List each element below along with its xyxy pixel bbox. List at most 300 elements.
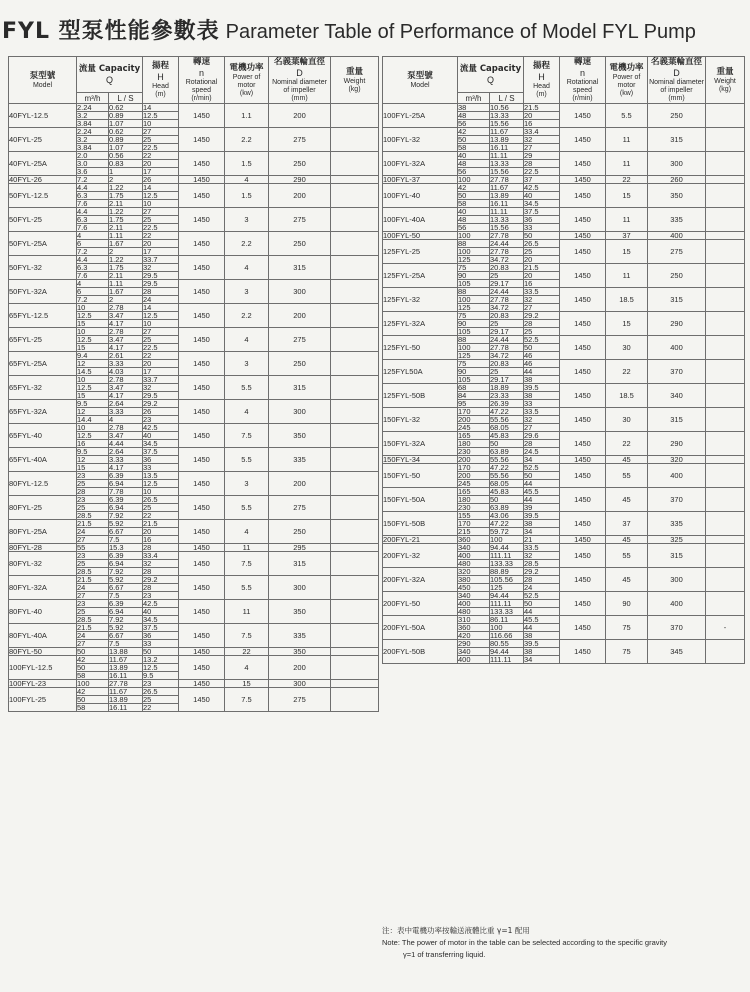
speed-cell: 1450 [560,312,606,336]
table-row [383,432,745,440]
capacity-m3h-cell: 28.5 [77,568,109,576]
diameter-cell: 400 [648,336,706,360]
weight-cell [706,432,745,456]
table-row [383,640,745,648]
diameter-cell: 335 [269,448,331,472]
weight-cell [706,336,745,360]
model-cell: 50FYL-32A [9,280,77,304]
model-cell: 150FYL-50 [383,464,458,488]
capacity-ls-cell: 133.33 [490,560,524,568]
diameter-cell: 315 [269,376,331,400]
power-cell: 37 [606,512,648,536]
header-head: 揚程 H Head (m) [143,57,179,104]
weight-cell [706,640,745,664]
capacity-m3h-cell: 88 [458,336,490,344]
capacity-m3h-cell: 15 [77,464,109,472]
diameter-cell: 315 [269,552,331,576]
capacity-ls-cell: 11.67 [109,656,143,664]
capacity-ls-cell: 2.64 [109,448,143,456]
head-cell: 27 [143,328,179,336]
table-row [383,232,745,240]
model-cell: 65FYL-40 [9,424,77,448]
power-cell: 2.2 [225,232,269,256]
capacity-m3h-cell: 10 [77,376,109,384]
weight-cell [331,184,379,208]
weight-cell [331,424,379,448]
header-unit-ls: L / S [490,93,524,104]
table-row [9,328,379,336]
speed-cell: 1450 [179,400,225,424]
weight-cell [706,592,745,616]
head-cell: 27 [524,424,560,432]
speed-cell: 1450 [179,184,225,208]
capacity-ls-cell: 111.11 [490,600,524,608]
capacity-ls-cell: 125 [490,584,524,592]
capacity-m3h-cell: 4.4 [77,256,109,264]
speed-cell: 1450 [179,552,225,576]
weight-cell [331,448,379,472]
diameter-cell: 275 [269,208,331,232]
head-cell: 14 [143,304,179,312]
capacity-ls-cell: 116.66 [490,632,524,640]
capacity-m3h-cell: 24 [77,584,109,592]
capacity-ls-cell: 68.05 [490,480,524,488]
power-cell: 11 [606,128,648,152]
table-row [383,336,745,344]
capacity-ls-cell: 0.56 [109,152,143,160]
speed-cell: 1450 [560,184,606,208]
capacity-ls-cell: 100 [490,536,524,544]
speed-cell: 1450 [560,488,606,512]
capacity-ls-cell: 27.78 [109,680,143,688]
header-speed: 轉速 n Rotational speed (r/min) [179,57,225,104]
power-cell: 11 [225,600,269,624]
head-cell: 25 [524,248,560,256]
head-cell: 38 [524,520,560,528]
diameter-cell: 335 [269,624,331,648]
capacity-ls-cell: 6.67 [109,632,143,640]
power-cell: 15 [606,240,648,264]
capacity-ls-cell: 86.11 [490,616,524,624]
head-cell: 22.5 [524,168,560,176]
head-cell: 33.7 [143,256,179,264]
capacity-ls-cell: 94.44 [490,648,524,656]
header-capacity: 流量 Capacity Q [77,57,143,93]
speed-cell: 1450 [179,328,225,352]
head-cell: 28 [143,288,179,296]
weight-cell [331,656,379,680]
diameter-cell: 350 [269,600,331,624]
header-unit-ls: L / S [109,93,143,104]
capacity-m3h-cell: 48 [458,216,490,224]
header-capacity: 流量 Capacity Q [458,57,524,93]
power-cell: 90 [606,592,648,616]
power-cell: 5.5 [606,104,648,128]
capacity-ls-cell: 34.72 [490,256,524,264]
capacity-m3h-cell: 4 [77,280,109,288]
head-cell: 17 [143,168,179,176]
diameter-cell: 350 [269,424,331,448]
capacity-ls-cell: 45.83 [490,488,524,496]
head-cell: 28 [524,160,560,168]
weight-cell [331,208,379,232]
capacity-ls-cell: 13.89 [490,192,524,200]
capacity-m3h-cell: 320 [458,568,490,576]
capacity-ls-cell: 13.33 [490,160,524,168]
capacity-ls-cell: 7.92 [109,616,143,624]
diameter-cell: 250 [269,232,331,256]
capacity-ls-cell: 10.56 [490,104,524,112]
capacity-m3h-cell: 27 [77,592,109,600]
capacity-ls-cell: 3.47 [109,336,143,344]
capacity-m3h-cell: 58 [458,200,490,208]
head-cell: 14 [143,184,179,192]
capacity-m3h-cell: 2.24 [77,128,109,136]
capacity-m3h-cell: 100 [458,232,490,240]
weight-cell [706,408,745,432]
table-row [383,616,745,624]
speed-cell: 1450 [179,576,225,600]
head-cell: 12.5 [143,480,179,488]
capacity-m3h-cell: 42 [77,688,109,696]
speed-cell: 1450 [179,680,225,688]
head-cell: 29.2 [524,312,560,320]
head-cell: 25 [143,336,179,344]
capacity-ls-cell: 0.83 [109,160,143,168]
head-cell: 16 [524,120,560,128]
capacity-ls-cell: 1.67 [109,288,143,296]
capacity-m3h-cell: 40 [458,208,490,216]
speed-cell: 1450 [560,128,606,152]
capacity-m3h-cell: 56 [458,168,490,176]
capacity-ls-cell: 0.62 [109,128,143,136]
capacity-m3h-cell: 340 [458,544,490,552]
head-cell: 12.5 [143,664,179,672]
capacity-ls-cell: 18.89 [490,384,524,392]
diameter-cell: 290 [269,176,331,184]
head-cell: 12.5 [143,192,179,200]
capacity-ls-cell: 7.78 [109,488,143,496]
diameter-cell: 250 [648,104,706,128]
diameter-cell: 300 [269,400,331,424]
power-cell: 3 [225,352,269,376]
head-cell: 17 [143,368,179,376]
head-cell: 27 [524,304,560,312]
table-row [9,576,379,584]
model-cell: 100FYL-32 [383,128,458,152]
capacity-ls-cell: 55.56 [490,456,524,464]
capacity-m3h-cell: 6.3 [77,192,109,200]
head-cell: 34 [524,456,560,464]
power-cell: 11 [606,152,648,176]
capacity-ls-cell: 4 [109,416,143,424]
model-cell: 40FYL-26 [9,176,77,184]
head-cell: 26 [143,408,179,416]
capacity-ls-cell: 63.89 [490,448,524,456]
capacity-ls-cell: 26.39 [490,400,524,408]
capacity-m3h-cell: 68 [458,384,490,392]
power-cell: 30 [606,336,648,360]
table-row [9,152,379,160]
diameter-cell: 300 [269,680,331,688]
table-row [9,352,379,360]
diameter-cell: 400 [648,232,706,240]
power-cell: 1.1 [225,104,269,128]
head-cell: 20 [143,360,179,368]
diameter-cell: 370 [648,488,706,512]
table-row [383,488,745,496]
speed-cell: 1450 [560,264,606,288]
weight-cell [706,456,745,464]
capacity-ls-cell: 133.33 [490,608,524,616]
weight-cell [331,304,379,328]
speed-cell: 1450 [179,128,225,152]
speed-cell: 1450 [179,648,225,656]
capacity-ls-cell: 25 [490,320,524,328]
header-head: 揚程 H Head (m) [524,57,560,104]
capacity-ls-cell: 29.17 [490,376,524,384]
capacity-m3h-cell: 180 [458,496,490,504]
table-row [383,408,745,416]
capacity-m3h-cell: 27 [77,640,109,648]
capacity-m3h-cell: 125 [458,304,490,312]
power-cell: 55 [606,544,648,568]
model-cell: 125FYL-50B [383,384,458,408]
diameter-cell: 300 [269,576,331,600]
capacity-ls-cell: 29.17 [490,328,524,336]
capacity-m3h-cell: 12 [77,408,109,416]
head-cell: 33.4 [524,128,560,136]
head-cell: 22 [143,232,179,240]
head-cell: 32 [143,384,179,392]
capacity-ls-cell: 24.44 [490,336,524,344]
capacity-ls-cell: 15.56 [490,168,524,176]
capacity-ls-cell: 2.78 [109,376,143,384]
capacity-m3h-cell: 245 [458,424,490,432]
capacity-ls-cell: 88.89 [490,568,524,576]
capacity-m3h-cell: 4.4 [77,208,109,216]
weight-cell [706,288,745,312]
head-cell: 45.5 [524,616,560,624]
diameter-cell: 300 [648,568,706,592]
table-row [9,648,379,656]
model-cell: 80FYL-12.5 [9,472,77,496]
head-cell: 28.5 [524,560,560,568]
capacity-m3h-cell: 12.5 [77,384,109,392]
head-cell: 21.5 [524,104,560,112]
capacity-ls-cell: 2 [109,248,143,256]
capacity-m3h-cell: 27 [77,536,109,544]
head-cell: 45.5 [524,488,560,496]
power-cell: 2.2 [225,128,269,152]
diameter-cell: 250 [269,152,331,176]
model-cell: 50FYL-12.5 [9,184,77,208]
weight-cell [331,256,379,280]
capacity-ls-cell: 105.56 [490,576,524,584]
capacity-ls-cell: 2 [109,176,143,184]
weight-cell [331,104,379,128]
capacity-m3h-cell: 75 [458,312,490,320]
capacity-ls-cell: 13.89 [109,664,143,672]
table-row [9,656,379,664]
diameter-cell: 320 [648,456,706,464]
head-cell: 39.5 [524,640,560,648]
model-cell: 100FYL-23 [9,680,77,688]
diameter-cell: 290 [648,312,706,336]
model-cell: 200FYL-50A [383,616,458,640]
capacity-ls-cell: 0.62 [109,104,143,112]
table-row [9,600,379,608]
head-cell: 29.5 [143,272,179,280]
capacity-ls-cell: 13.33 [490,112,524,120]
power-cell: 22 [606,432,648,456]
capacity-ls-cell: 13.88 [109,648,143,656]
capacity-ls-cell: 24.44 [490,288,524,296]
head-cell: 29.5 [143,392,179,400]
capacity-m3h-cell: 9.5 [77,400,109,408]
capacity-m3h-cell: 165 [458,432,490,440]
speed-cell: 1450 [560,384,606,408]
capacity-m3h-cell: 340 [458,648,490,656]
capacity-m3h-cell: 48 [458,160,490,168]
speed-cell: 1450 [560,544,606,568]
capacity-ls-cell: 47.22 [490,520,524,528]
note-zh: 注：表中電機功率按輸送液體比重 γ=1 配用 [382,926,530,935]
head-cell: 42.5 [143,600,179,608]
head-cell: 29.2 [524,568,560,576]
capacity-ls-cell: 34.72 [490,304,524,312]
weight-cell [331,552,379,576]
right-parameter-table [382,56,745,664]
capacity-m3h-cell: 21.5 [77,520,109,528]
head-cell: 33 [143,464,179,472]
capacity-m3h-cell: 480 [458,560,490,568]
head-cell: 22.5 [143,224,179,232]
capacity-ls-cell: 55.56 [490,472,524,480]
capacity-ls-cell: 3.33 [109,408,143,416]
header-power: 電機功率 Power of motor (kw) [225,57,269,104]
model-cell: 200FYL-21 [383,536,458,544]
model-cell: 125FYL-25A [383,264,458,288]
speed-cell: 1450 [179,280,225,304]
header-speed: 轉速 n Rotational speed (r/min) [560,57,606,104]
head-cell: 24.5 [524,448,560,456]
title-zh: FYL 型泵性能參數表 [2,19,220,44]
speed-cell: 1450 [560,568,606,592]
head-cell: 27 [524,144,560,152]
capacity-m3h-cell: 170 [458,464,490,472]
speed-cell: 1450 [179,424,225,448]
head-cell: 37.5 [143,624,179,632]
head-cell: 25 [143,504,179,512]
capacity-ls-cell: 4.44 [109,440,143,448]
capacity-ls-cell: 25 [490,368,524,376]
power-cell: 30 [606,408,648,432]
capacity-ls-cell: 111.11 [490,552,524,560]
head-cell: 21 [524,536,560,544]
power-cell: 5.5 [225,576,269,600]
weight-cell [706,240,745,264]
speed-cell: 1450 [179,600,225,624]
weight-cell [331,280,379,304]
capacity-ls-cell: 1.22 [109,184,143,192]
capacity-ls-cell: 27.78 [490,176,524,184]
capacity-ls-cell: 4.17 [109,392,143,400]
model-cell: 50FYL-32 [9,256,77,280]
weight-cell [706,312,745,336]
capacity-ls-cell: 2.78 [109,424,143,432]
capacity-ls-cell: 5.92 [109,520,143,528]
capacity-ls-cell: 13.89 [109,696,143,704]
head-cell: 28 [143,584,179,592]
diameter-cell: 200 [269,104,331,128]
capacity-m3h-cell: 3.0 [77,160,109,168]
table-row [9,624,379,632]
capacity-m3h-cell: 310 [458,616,490,624]
head-cell: 34.5 [524,200,560,208]
table-row [383,360,745,368]
head-cell: 39 [524,504,560,512]
speed-cell: 1450 [560,592,606,616]
power-cell: 37 [606,232,648,240]
capacity-ls-cell: 2 [109,296,143,304]
capacity-ls-cell: 1.22 [109,256,143,264]
weight-cell [706,488,745,512]
head-cell: 26.5 [143,688,179,696]
capacity-ls-cell: 2.11 [109,200,143,208]
capacity-ls-cell: 45.83 [490,432,524,440]
capacity-ls-cell: 1.11 [109,280,143,288]
table-row [9,544,379,552]
power-cell: 4 [225,656,269,680]
model-cell: 65FYL-32 [9,376,77,400]
head-cell: 22 [143,512,179,520]
capacity-ls-cell: 6.67 [109,528,143,536]
capacity-ls-cell: 27.78 [490,248,524,256]
table-row [9,128,379,136]
model-cell: 80FYL-40A [9,624,77,648]
capacity-ls-cell: 15.56 [490,224,524,232]
weight-cell [331,576,379,600]
capacity-ls-cell: 6.39 [109,552,143,560]
speed-cell: 1450 [560,208,606,232]
model-cell: 50FYL-25 [9,208,77,232]
capacity-ls-cell: 16.11 [109,672,143,680]
head-cell: 26 [143,176,179,184]
table-row [383,128,745,136]
power-cell: 15 [225,680,269,688]
speed-cell: 1450 [560,176,606,184]
head-cell: 36 [143,456,179,464]
diameter-cell: 200 [269,304,331,328]
diameter-cell: 275 [269,496,331,520]
weight-cell [706,152,745,176]
diameter-cell: 315 [648,544,706,568]
table-row [383,312,745,320]
capacity-m3h-cell: 42 [77,656,109,664]
power-cell: 45 [606,488,648,512]
capacity-m3h-cell: 230 [458,504,490,512]
speed-cell: 1450 [179,688,225,712]
capacity-m3h-cell: 200 [458,456,490,464]
power-cell: 45 [606,456,648,464]
model-cell: 100FYL-40A [383,208,458,232]
diameter-cell: 200 [269,184,331,208]
capacity-m3h-cell: 100 [458,248,490,256]
capacity-m3h-cell: 2.24 [77,104,109,112]
capacity-m3h-cell: 28.5 [77,616,109,624]
capacity-ls-cell: 27.78 [490,344,524,352]
